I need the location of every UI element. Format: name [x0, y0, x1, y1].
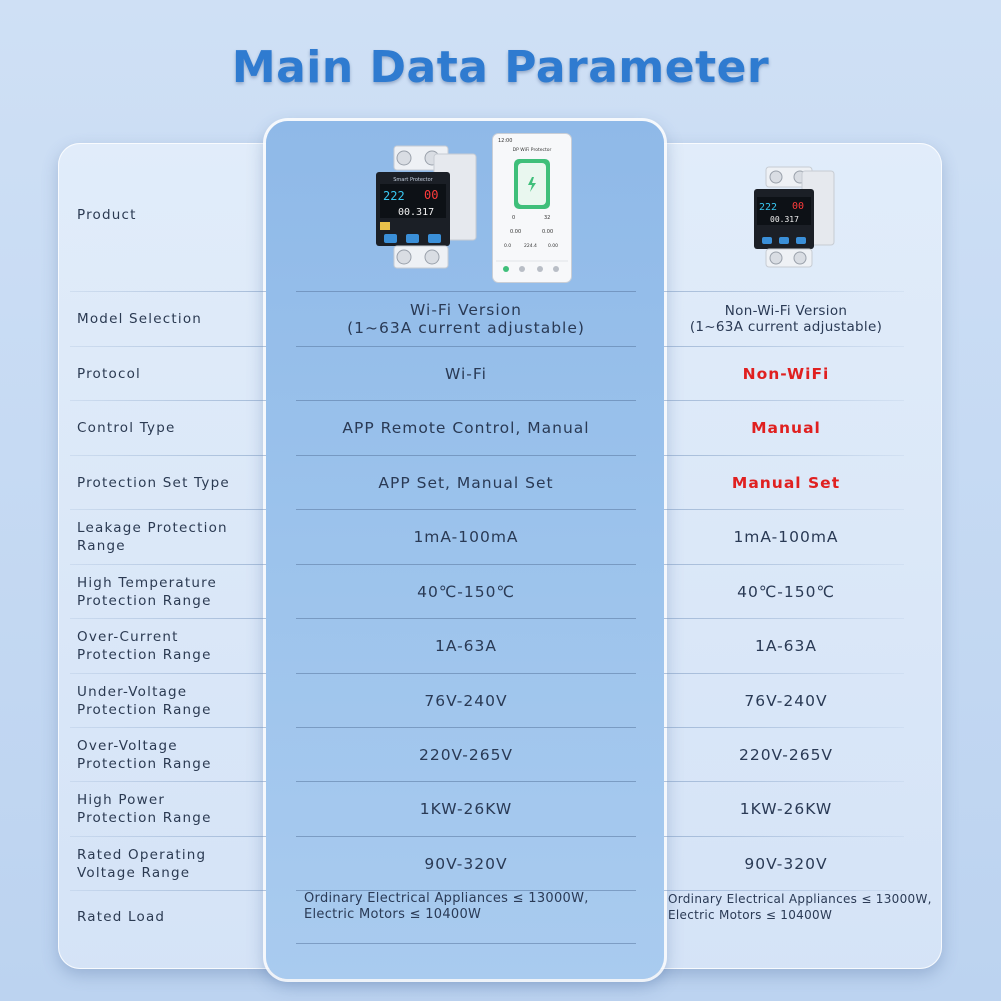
svg-text:00.317: 00.317 — [770, 215, 799, 224]
wifi-over-voltage-range: 220V-265V — [418, 745, 514, 764]
non-wifi-current-range: 1A-63A — [754, 637, 818, 655]
svg-text:0.00: 0.00 — [542, 229, 554, 235]
svg-text:0.0: 0.0 — [504, 244, 512, 249]
row-label-rated-operating-voltage: Rated Operating Voltage Range — [77, 846, 207, 881]
non-wifi-protection-set-type: Manual Set — [731, 473, 841, 492]
non-wifi-rated-load: Ordinary Electrical Appliances ≤ 13000W, Electric Motors ≤ 10400W — [668, 892, 932, 922]
non-wifi-under-voltage-range: 76V-240V — [744, 691, 828, 710]
row-label-over-current: Over-Current Protection Range — [77, 629, 212, 663]
wifi-protocol: Wi-Fi — [445, 364, 487, 383]
row-label-control-type: Control Type — [77, 420, 176, 436]
non-wifi-protocol: Non-WiFi — [742, 364, 830, 383]
device-voltage-readout: 222 — [383, 189, 405, 203]
non-wifi-device-image — [752, 165, 836, 269]
wifi-protection-set-type: APP Set, Manual Set — [378, 473, 554, 492]
wifi-under-voltage-range: 76V-240V — [424, 691, 508, 710]
svg-text:0.00: 0.00 — [548, 244, 559, 249]
non-wifi-leakage-range: 1mA-100mA — [733, 528, 839, 546]
svg-text:00: 00 — [792, 201, 805, 212]
svg-text:0: 0 — [512, 215, 516, 221]
row-label-protocol: Protocol — [77, 365, 142, 382]
non-wifi-control-type: Manual — [751, 419, 821, 437]
non-wifi-power-range: 1KW-26KW — [739, 800, 833, 818]
svg-text:224.4: 224.4 — [524, 244, 537, 249]
device-current-readout: 00 — [424, 188, 439, 202]
row-label-high-temperature: High Temperature Protection Range — [77, 574, 218, 609]
non-wifi-operating-voltage: 90V-320V — [744, 854, 828, 873]
svg-text:222: 222 — [759, 202, 778, 213]
wifi-control-type: APP Remote Control, Manual — [342, 419, 590, 437]
app-phone-screenshot — [492, 133, 572, 283]
row-label-protection-set-type: Protection Set Type — [77, 474, 230, 491]
non-wifi-over-voltage-range: 220V-265V — [738, 745, 834, 764]
row-label-over-voltage: Over-Voltage Protection Range — [77, 737, 212, 772]
non-wifi-temperature-range: 40℃-150℃ — [737, 582, 835, 601]
row-label-leakage-protection: Leakage Protection Range — [77, 520, 228, 554]
wifi-leakage-range: 1mA-100mA — [413, 528, 519, 546]
non-wifi-model-selection: Non-Wi-Fi Version (1~63A current adjustable) — [689, 303, 883, 335]
svg-text:0.00: 0.00 — [510, 229, 522, 235]
device-power-readout: 00.317 — [398, 207, 435, 218]
wifi-device-image — [374, 144, 480, 270]
phone-app-title: DP WiFi Protector — [512, 148, 552, 153]
wifi-rated-load: Ordinary Electrical Appliances ≤ 13000W, Electric Motors ≤ 10400W — [304, 891, 589, 922]
row-label-under-voltage: Under-Voltage Protection Range — [77, 683, 212, 718]
wifi-power-range: 1KW-26KW — [419, 800, 513, 818]
row-label-rated-load: Rated Load — [77, 909, 166, 925]
wifi-model-selection: Wi-Fi Version (1~63A current adjustable) — [347, 301, 585, 337]
row-label-product: Product — [77, 207, 137, 223]
row-label-high-power: High Power Protection Range — [77, 792, 212, 826]
phone-time: 12:00 — [498, 138, 513, 144]
wifi-current-range: 1A-63A — [434, 637, 498, 655]
device-header-text: Smart Protector — [393, 177, 433, 183]
page-title: Main Data Parameter — [231, 42, 770, 93]
wifi-temperature-range: 40℃-150℃ — [417, 582, 515, 601]
svg-text:32: 32 — [544, 215, 551, 221]
row-label-model-selection: Model Selection — [77, 311, 203, 327]
wifi-operating-voltage: 90V-320V — [424, 854, 508, 873]
